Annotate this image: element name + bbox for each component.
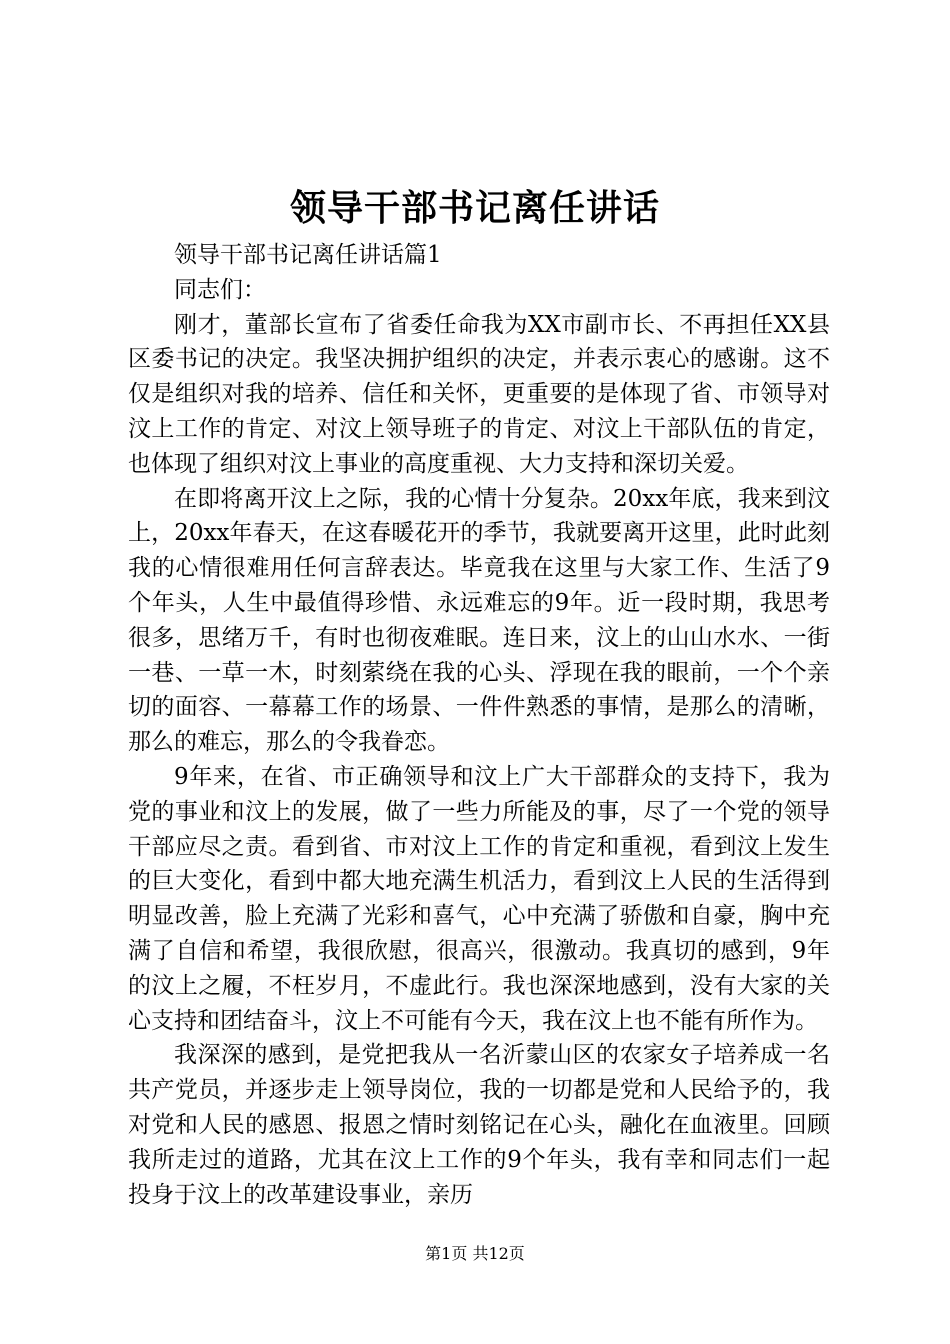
section-heading: 领导干部书记离任讲话篇1	[174, 242, 442, 268]
document-title: 领导干部书记离任讲话	[289, 187, 660, 229]
body-paragraph: 在即将离开汶上之际，我的心情十分复杂。20xx年底，我来到汶上，20xx年春天，在这春暖花开的季节，我就要离开这里，此时此刻我的心情很难用任何言辞表达。毕竟我在这里与大家工作、生活了9个年头，人生中最值得珍惜、永远难忘的9年。近一段时期，我思考很多，思绪万千，有时也彻夜难眠。连日来，汶上的山山水水、一街一巷、一草一木，时刻萦绕在我的心头、浮现在我的眼前，一个个亲切的面容、一幕幕工作的场景、一件件熟悉的事情，是那么的清晰，那么的难忘，那么的令我眷恋。	[128, 485, 830, 756]
body-paragraph: 9年来，在省、市正确领导和汶上广大干部群众的支持下，我为党的事业和汶上的发展，做了一些力所能及的事，尽了一个党的领导干部应尽之责。看到省、市对汶上工作的肯定和重视，看到汶上发生的巨大变化，看到中都大地充满生机活力，看到汶上人民的生活得到明显改善，脸上充满了光彩和喜气，心中充满了骄傲和自豪，胸中充满了自信和希望，我很欣慰，很高兴，很激动。我真切的感到，9年的汶上之履，不枉岁月，不虚此行。我也深深地感到，没有大家的关心支持和团结奋斗，汶上不可能有今天，我在汶上也不能有所作为。	[128, 763, 830, 1034]
page-number-footer: 第1页 共12页	[425, 1244, 525, 1263]
body-paragraph: 刚才，董部长宣布了省委任命我为XX市副市长、不再担任XX县区委书记的决定。我坚决拥护组织的决定，并表示衷心的感谢。这不仅是组织对我的培养、信任和关怀，更重要的是体现了省、市领导对汶上工作的肯定、对汶上领导班子的肯定、对汶上干部队伍的肯定，也体现了组织对汶上事业的高度重视、大力支持和深切关爱。	[128, 311, 830, 477]
body-paragraph: 我深深的感到，是党把我从一名沂蒙山区的农家女子培养成一名共产党员，并逐步走上领导岗位，我的一切都是党和人民给予的，我对党和人民的感恩、报恩之情时刻铭记在心头，融化在血液里。回顾我所走过的道路，尤其在汶上工作的9个年头，我有幸和同志们一起投身于汶上的改革建设事业，亲历	[128, 1042, 830, 1208]
salutation: 同志们：	[174, 276, 266, 303]
document-body	[128, 238, 830, 1212]
